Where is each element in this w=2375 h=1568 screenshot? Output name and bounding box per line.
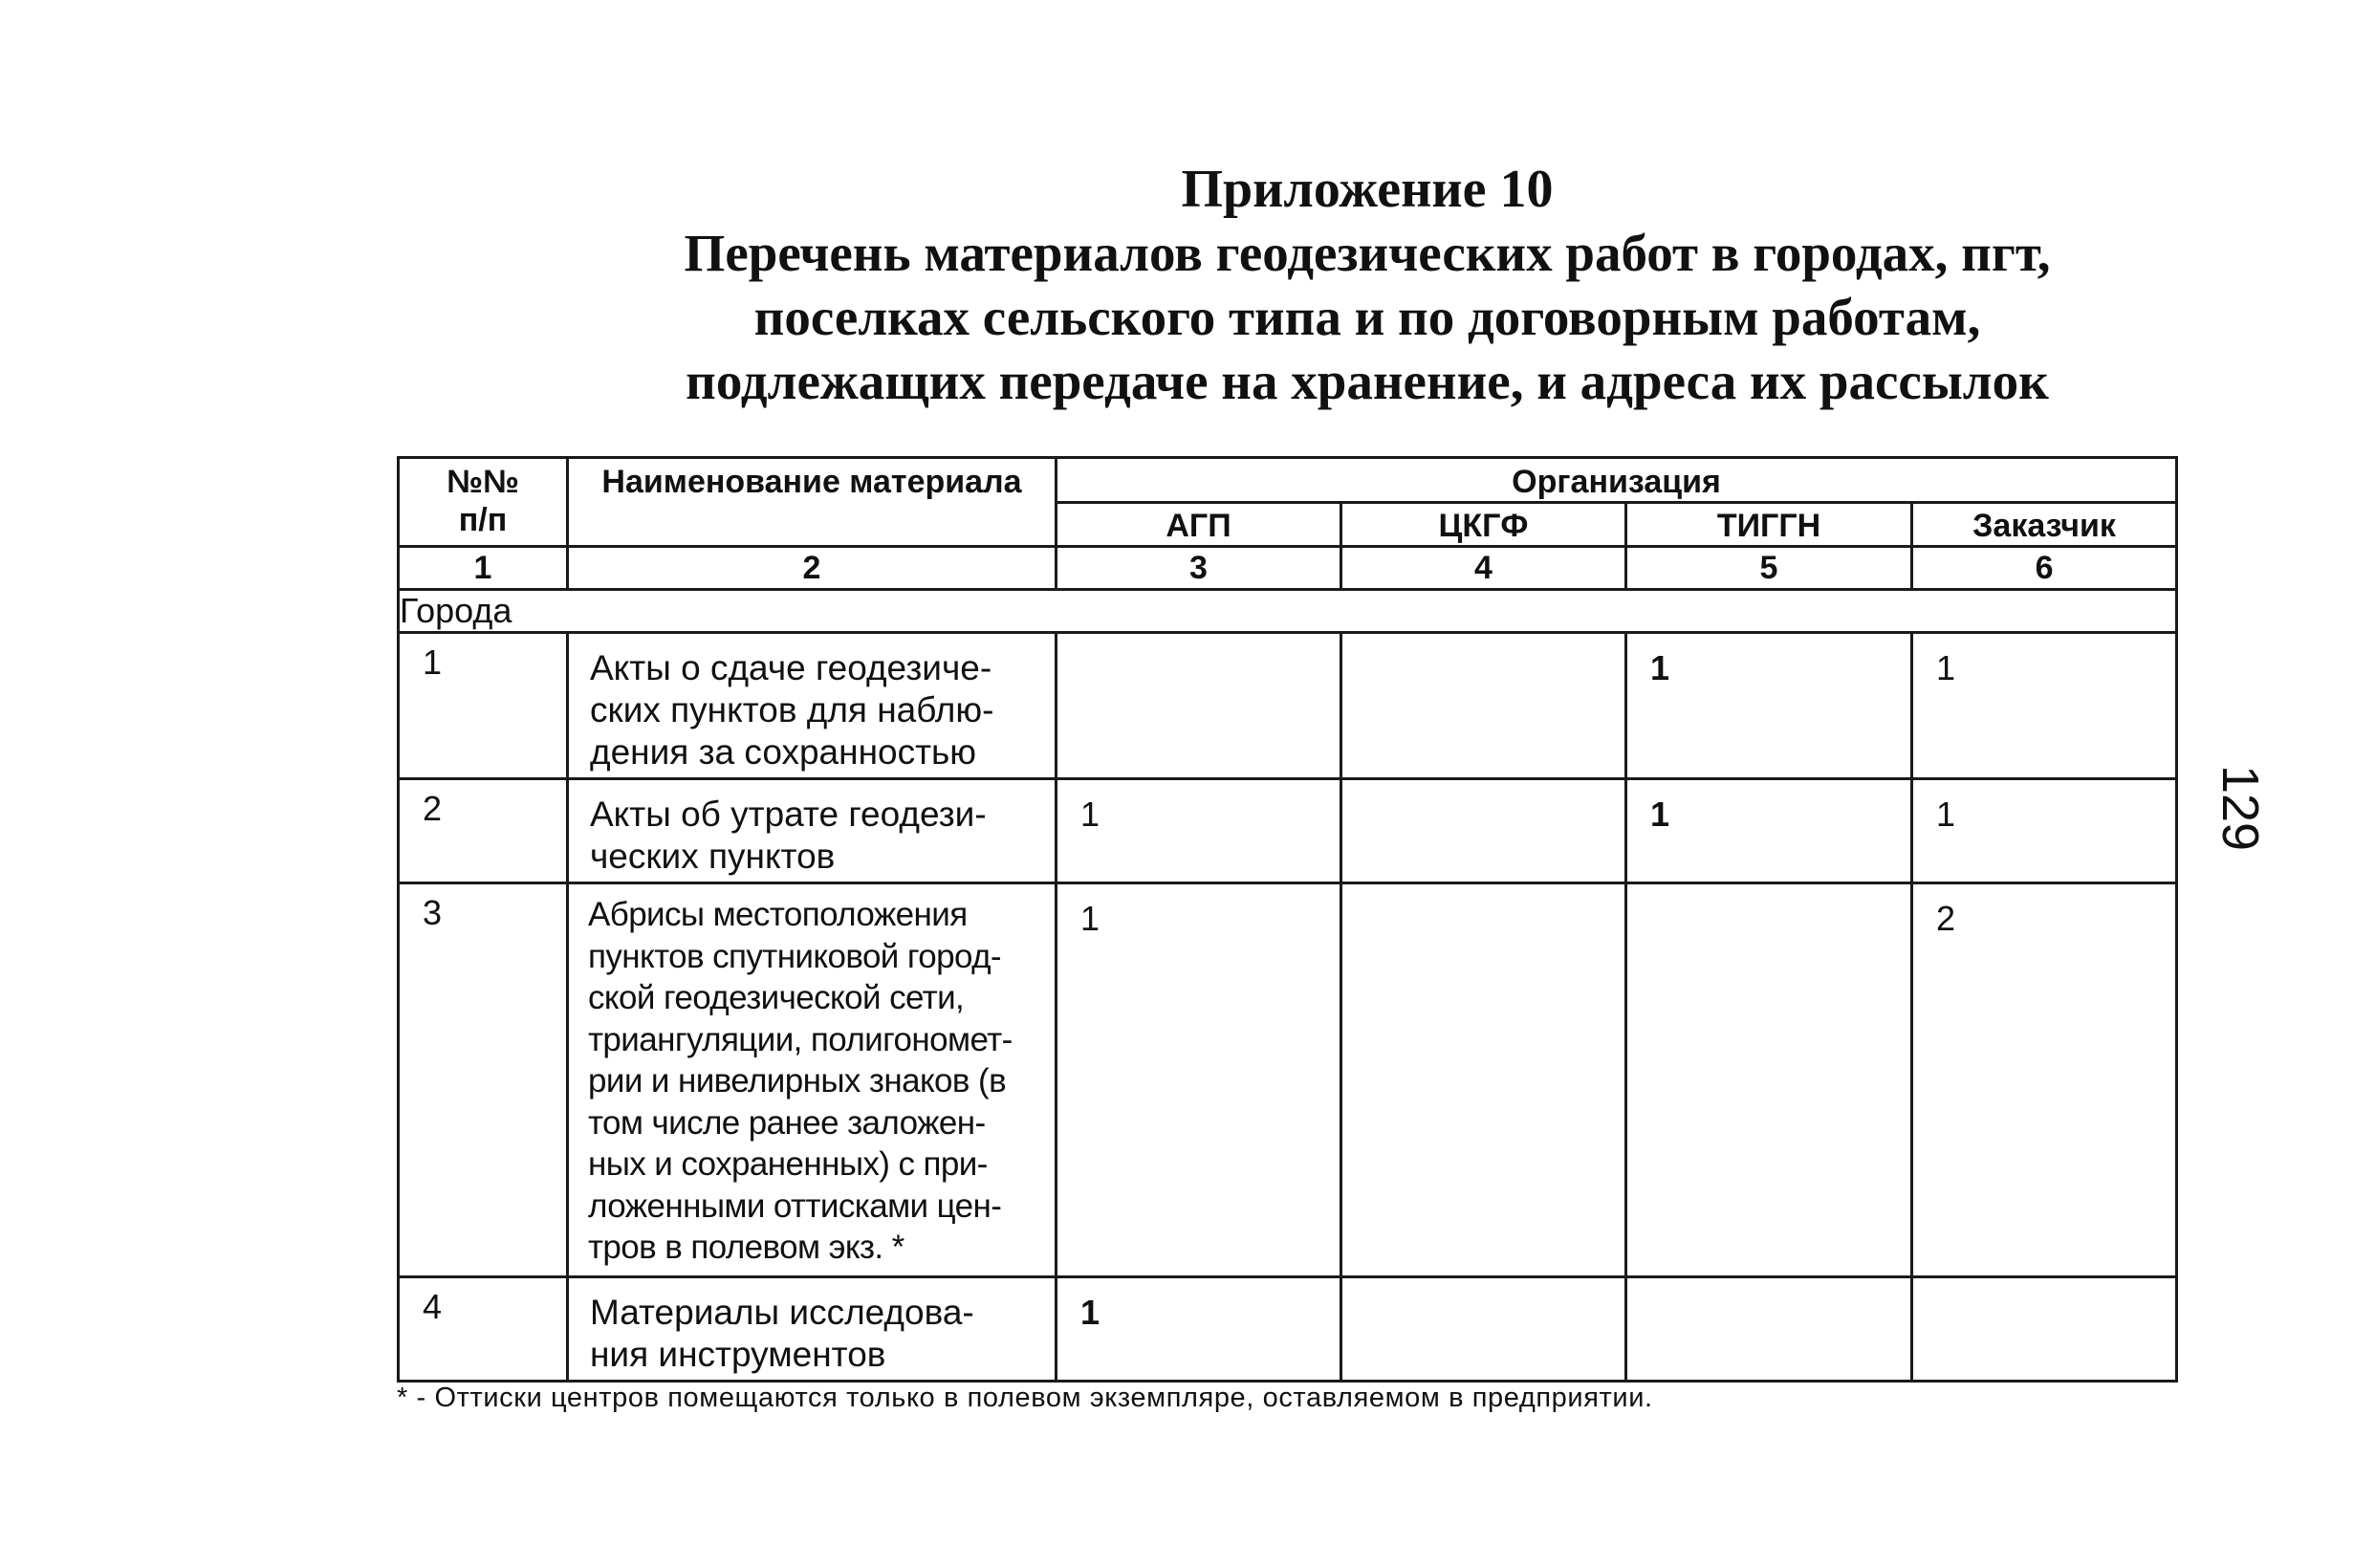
cell-ckgf <box>1341 1277 1626 1382</box>
material-name <box>568 883 1057 1277</box>
document-title <box>612 221 2123 413</box>
cell-tiggn: 1 <box>1626 633 1912 779</box>
row-number: 1 <box>399 633 568 779</box>
cell-tiggn: 1 <box>1626 779 1912 883</box>
row-number: 4 <box>399 1277 568 1382</box>
cell-ckgf <box>1341 883 1626 1277</box>
cell-agp: 1 <box>1057 779 1341 883</box>
materials-table <box>397 456 2178 1383</box>
column-number: 6 <box>1912 547 2177 590</box>
row-number: 3 <box>399 883 568 1277</box>
document-title-line: подлежащих передаче на хранение, и адреса их рассылок <box>686 352 2049 410</box>
material-name-line: ческих пунктов <box>590 837 836 876</box>
material-name-line: тров в полевом экз. * <box>588 1229 904 1266</box>
material-name-line: том числе ранее заложен- <box>588 1103 986 1142</box>
header-org-tiggn: ТИГГН <box>1626 503 1912 547</box>
material-name-line: рии и нивелирных знаков (в <box>588 1062 1007 1100</box>
header-org-ckgf: ЦКГФ <box>1341 503 1626 547</box>
material-name-line: ных и сохраненных) с при- <box>588 1145 988 1183</box>
header-organization: Организация <box>1057 458 2177 503</box>
header-col-number: №№ п/п <box>399 458 568 547</box>
table-row <box>399 883 2177 1277</box>
cell-ckgf <box>1341 633 1626 779</box>
material-name-line: ских пунктов для наблю- <box>590 690 994 730</box>
cell-customer: 1 <box>1912 779 2177 883</box>
table-header-row <box>399 458 2177 503</box>
section-label: Города <box>399 590 2177 633</box>
header-org-agp: АГП <box>1057 503 1341 547</box>
material-name-line: дения за сохранностью <box>590 732 977 772</box>
column-number: 1 <box>399 547 568 590</box>
table-row <box>399 633 2177 779</box>
title-block <box>612 158 2123 413</box>
column-number-row <box>399 547 2177 590</box>
column-number: 4 <box>1341 547 1626 590</box>
cell-tiggn <box>1626 883 1912 1277</box>
section-row <box>399 590 2177 633</box>
appendix-title: Приложение 10 <box>1181 160 1554 219</box>
table-row <box>399 779 2177 883</box>
cell-tiggn <box>1626 1277 1912 1382</box>
materials-table-wrapper <box>397 456 2178 1383</box>
material-name-line: Абрисы местоположения <box>588 896 968 933</box>
material-name-line: ской геодезической сети, <box>588 979 965 1016</box>
header-org-customer: Заказчик <box>1912 503 2177 547</box>
material-name-line: пунктов спутниковой город- <box>588 937 1001 975</box>
material-name-line: ния инструментов <box>590 1335 886 1374</box>
cell-agp: 1 <box>1057 883 1341 1277</box>
cell-agp <box>1057 633 1341 779</box>
material-name-line: Акты о сдаче геодезиче- <box>590 648 992 687</box>
column-number: 3 <box>1057 547 1341 590</box>
material-name-line: триангуляции, полигономет- <box>588 1020 1013 1058</box>
material-name <box>568 779 1057 883</box>
column-number: 2 <box>568 547 1057 590</box>
material-name <box>568 1277 1057 1382</box>
material-name-line: Материалы исследова- <box>590 1293 974 1332</box>
cell-customer: 1 <box>1912 633 2177 779</box>
cell-agp: 1 <box>1057 1277 1341 1382</box>
header-col-name: Наименование материала <box>568 458 1057 547</box>
row-number: 2 <box>399 779 568 883</box>
material-name-line: Акты об утрате геодези- <box>590 795 987 834</box>
page-number: 129 <box>2212 764 2269 852</box>
material-name-line: ложенными оттисками цен- <box>588 1187 1002 1225</box>
document-title-line: Перечень материалов геодезических работ в городах, пгт, <box>684 224 2051 282</box>
cell-customer <box>1912 1277 2177 1382</box>
table-row <box>399 1277 2177 1382</box>
cell-customer: 2 <box>1912 883 2177 1277</box>
cell-ckgf <box>1341 779 1626 883</box>
material-name <box>568 633 1057 779</box>
document-title-line: поселках сельского типа и по договорным работам, <box>753 288 1981 346</box>
column-number: 5 <box>1626 547 1912 590</box>
footnote: * - Оттиски центров помещаются только в полевом экземпляре, оставляемом в предприятии. <box>397 1383 1653 1413</box>
